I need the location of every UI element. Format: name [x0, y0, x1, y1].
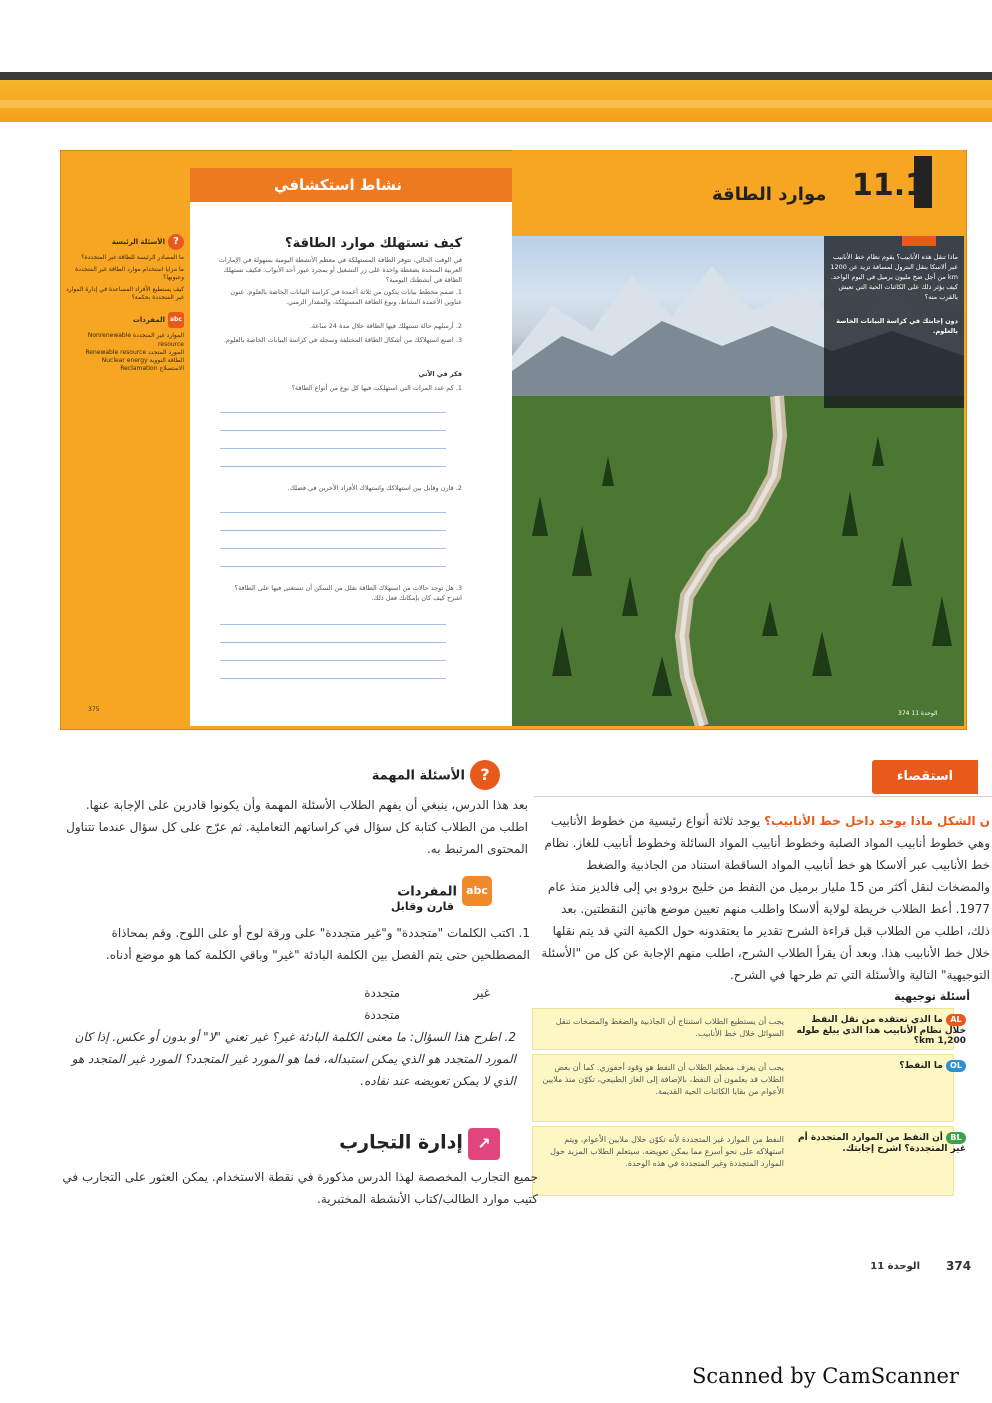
top-dark-bar [0, 72, 992, 80]
sidebar-vocab-item: المورد المتجدد Renewable resource [85, 348, 184, 356]
activity-step: 1. صمم مخطط بيانات يتكون من ثلاثة أعمدة في كراسة البيانات الخاصة بالعلوم. عنون عناوين الأعمدة النشاط، ونوع الطاقة المستهلكة، والمقدار الزمني. [230, 288, 462, 306]
photo-caption-overlay [824, 236, 964, 408]
activity-intro: في الوقت الحالي، تتوفر الطاقة المستهلكة في معظم الأنشطة اليومية بسهولة في الإمارات العربية المتحدة بضغطة واحدة على زر التشغيل أو بمجرد عبور أحد الأبواب. فكيف تستهلك الطاقة في أنشطتك اليومية؟ [218, 256, 462, 284]
labs-text: جميع التجارب المخصصة لهذا الدرس مذكورة في نقطة الاستخدام. يمكن العثور على التجارب في كتيب موارد الطالب/كتاب الأنشطة المختبرية. [62, 1170, 538, 1206]
unit-label: الوحدة 11 [870, 1261, 920, 1272]
think-question: 3. هل توجد حالات من استهلاك الطاقة تقلل من السكن أن تستغنى فيها على الطاقة؟ اشرح كيف كان بإمكانك فعل ذلك. [234, 584, 462, 602]
sidebar-vocab-item: الموارد غير المتجددة Nonrenewable resource [87, 332, 184, 348]
flask-icon: ↗ [468, 1128, 500, 1160]
guiding-question-ol: OL ما النفط؟ [796, 1060, 966, 1072]
sidebar-key-question: ما مزايا استخدام موارد الطاقة غير المتجددة وعيوبها؟ [75, 266, 184, 282]
scanner-watermark: Scanned by CamScanner [692, 1364, 959, 1388]
labs-heading: ↗ إدارة التجارب [320, 1128, 500, 1160]
vocab-subtitle: قارن وقابل [390, 900, 454, 913]
guiding-answer-ol: يجب أن يعرف معظم الطلاب أن النفط هو وقود أحفوري. كما أن بعض الطلاب قد يعلمون أن النفط، بالإضافة إلى الغاز الطبيعي، تكوّن منذ ملايين الأعوام من بقايا الكائنات الحية القديمة. [542, 1063, 784, 1096]
vocab-word-prefix: غير [473, 986, 490, 1000]
key-questions-text: بعد هذا الدرس، ينبغي أن يفهم الطلاب الأسئلة المهمة وأن يكونوا قادرين على الإجابة عنها. اطلب من الطلاب كتابة كل سؤال في كراساتهم التعاملية. ثم عرّج على كل سؤال عندما تتناول المحتوى المرتبط به. [66, 798, 528, 856]
sidebar-vocab-item: الطاقة النووية Nuclear energy [101, 356, 184, 364]
activity-title: كيف تستهلك موارد الطاقة؟ [285, 236, 462, 251]
overlay-text: ماذا تنقل هذه الأنابيب؟ يقوم نظام خط الأنابيب عبر ألاسكا بنقل البترول لمسافة تزيد عن 1200 km من أجل ضخ مليون برميل في اليوم الواحد. كيف يؤثر ذلك على الكائنات الحية التي تعيش بالقرب منه؟ [830, 253, 958, 302]
right-page-footer: الوحدة 11 374 [898, 710, 938, 717]
activity-step: 2. أرسلهم حالة تستهلك فيها الطاقة خلال مدة 24 ساعة. [309, 322, 462, 330]
sidebar [66, 228, 184, 558]
guiding-answer-bl: النفط من الموارد غير المتجددة لأنه تكوّن خلال ملايين الأعوام، ويتم استهلاكه على نحو أسرع مما يمكن تعويضه. سيتعلم الطلاب المزيد حول الموارد المتجددة وغير المتجددة في هذه الوحدة. [550, 1135, 784, 1168]
sidebar-key-question: ما المصادر الرئيسة للطاقة غير المتجددة؟ [81, 254, 184, 261]
sidebar-key-question: كيف يستطيع الأفراد المساعدة في إدارة الموارد غير المتجددة بحكمة؟ [66, 286, 184, 302]
key-questions-heading: ? الأسئلة المهمة [340, 760, 500, 790]
guiding-question-al: AL ما الذي تعتقده من نقل النفط خلال نظام الأنابيب هذا الذي يبلغ طوله 1,200 km؟ [796, 1015, 966, 1046]
question-mark-icon: ? [470, 760, 500, 790]
overlay-tag [902, 236, 936, 246]
top-light-bar [0, 100, 992, 108]
sidebar-vocab-heading: abcالمفردات [66, 312, 184, 328]
vocab-item-2: 2. اطرح هذا السؤال: ما معنى الكلمة البادئة غير؟ غير تعني "لا" أو بدون أو عكس. إذا كان المورد المتجدد هو الذي يمكن استبداله، فما هو المورد غير المتجدد؟ المورد غير المتجدد هو الذي لا يمكن تعويضه عند نفاده. [71, 1030, 516, 1088]
sidebar-vocab-item: الاستصلاح Reclamation [120, 364, 184, 372]
vocab-word-root: متجددة [364, 986, 400, 1000]
overlay-note: دون إجابتك في كراسة البيانات الخاصة بالعلوم. [836, 317, 958, 336]
guiding-answer-al: يجب أن يستطيع الطلاب استنتاج أن الجاذبية والضغط والمضخات تنقل السوائل خلال خط الأنابيب. [555, 1017, 784, 1038]
vocab-item-1: 1. اكتب الكلمات "متجددة" و"غير متجددة" على ورقة لوح أو على اللوح. وقم بمحاذاة المصطلحين حتى يتم الفصل بين الكلمة البادئة "غير" وباقي الكلمة كما هو موضع أدناه. [105, 926, 530, 962]
activity-step: 3. اصنع استهلاكك من أشكال الطاقة المختلفة وسجله في كراسة البيانات الخاصة بالعلوم. [223, 336, 462, 344]
vocab-heading: abc المفردات [380, 876, 492, 906]
lesson-number: 11.1 [852, 168, 927, 203]
abc-icon: abc [462, 876, 492, 906]
lesson-title: موارد الطاقة [712, 184, 827, 205]
figure-text: يوجد ثلاثة أنواع رئيسية من خطوط الأنابيب وهي خطوط أنابيب المواد الصلبة وخطوط أنابيب المواد السائلة وخطوط أنابيب للغاز. نظام خط الأنابيب عبر ألاسكا هو خط أنابيب المواد الساقطة استناد من الجاذبية والضغط والمضخات لنقل أكثر من 15 مليار برميل من النفط من خليج برودو بي إلى فالديز منذ عام 1977. أعط الطلاب خريطة لولاية ألاسكا واطلب منهم تعيين موضع هاتين النقطتين. بعد ذلك، اطلب من الطلاب قبل قراءة الشرح تقدير ما يعتقدونه حول الكمية التي قد يتم نقلها خلال خط الأنابيب هذا. وبعد أن يقرأ الطلاب الشرح، اطلب منهم الإجابة عن كل من "الأسئلة التوجيهية" التالية والأسئلة التي تم طرحها في الشرح. [541, 814, 990, 982]
think-label: فكر في الآتي [418, 370, 462, 378]
question-icon: ? [168, 234, 184, 250]
figure-question [540, 810, 990, 986]
level-badge-al: AL [946, 1014, 966, 1026]
level-badge-bl: BL [946, 1132, 966, 1144]
think-question: 1. كم عدد المرات التي استهلكت فيها كل نوع من أنواع الطاقة؟ [291, 384, 462, 392]
page-number: 374 [946, 1259, 972, 1273]
vocab-word-root-2: متجددة [364, 1008, 400, 1022]
guiding-question-bl: BL أن النفط من الموارد المتجددة أم غير المتجددة؟ اشرح إجابتك. [798, 1133, 966, 1154]
level-badge-ol: OL [946, 1060, 966, 1072]
guiding-questions-title: أسئلة توجيهية [894, 990, 970, 1003]
left-page-number: 375 [88, 706, 100, 713]
think-question: 2. قارن وقابل بين استهلاكك واستهلاك الأفراد الآخرين في فصلك. [287, 484, 462, 492]
figure-title: ن الشكل ماذا يوجد داخل خط الأنابيب؟ [764, 814, 990, 828]
abc-icon: abc [168, 312, 184, 328]
sidebar-key-questions-heading: ?الأسئلة الرئيسة [66, 234, 184, 250]
activity-header: نشاط استكشافي [190, 168, 512, 202]
explore-button[interactable]: استقصاء [872, 760, 978, 794]
